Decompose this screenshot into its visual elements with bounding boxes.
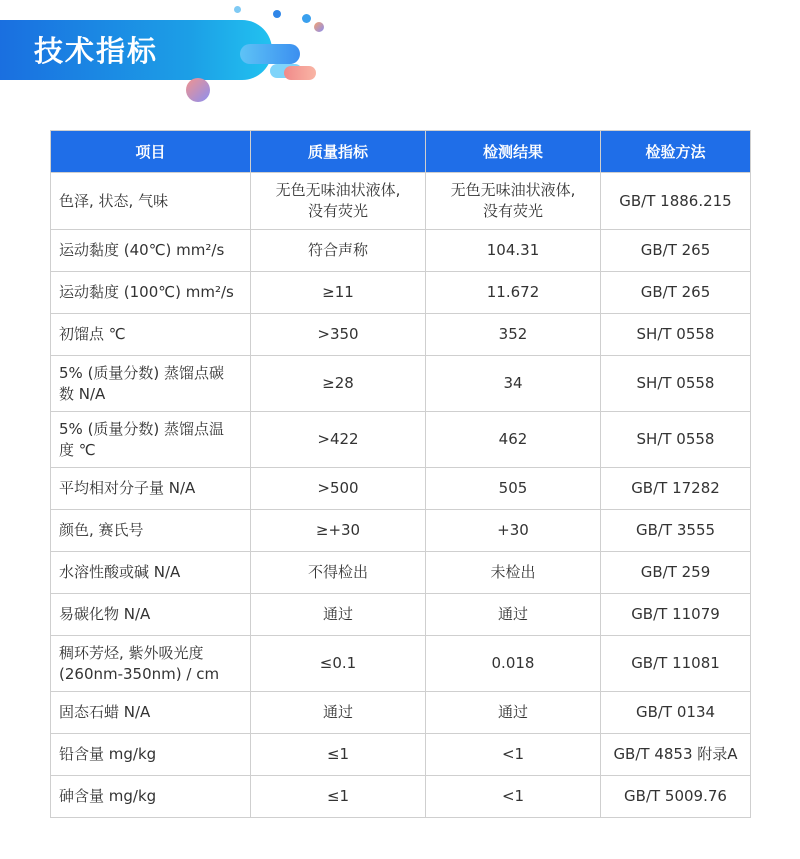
cell-spec: 无色无味油状液体, 没有荧光 (251, 173, 426, 230)
cell-method: GB/T 11079 (601, 594, 751, 636)
cell-result: <1 (426, 734, 601, 776)
cell-result: 未检出 (426, 552, 601, 594)
cell-result: 11.672 (426, 272, 601, 314)
table-row (51, 356, 751, 412)
cell-spec: 不得检出 (251, 552, 426, 594)
section-title: 技术指标 (34, 34, 159, 68)
cell-item: 5% (质量分数) 蒸馏点碳 数 N/A (51, 356, 251, 412)
decor-pill (240, 44, 300, 64)
cell-method: GB/T 1886.215 (601, 173, 751, 230)
cell-method: GB/T 265 (601, 272, 751, 314)
cell-result: 505 (426, 468, 601, 510)
table-row (51, 412, 751, 468)
cell-result: 0.018 (426, 636, 601, 692)
table-row (51, 692, 751, 734)
decor-dot (314, 22, 324, 32)
cell-item: 砷含量 mg/kg (51, 776, 251, 818)
table-row (51, 230, 751, 272)
cell-result: 34 (426, 356, 601, 412)
cell-method: GB/T 0134 (601, 692, 751, 734)
decor-dot (273, 10, 281, 18)
table-row (51, 314, 751, 356)
table-row (51, 776, 751, 818)
cell-result: 通过 (426, 692, 601, 734)
column-header-item: 项目 (51, 131, 251, 173)
cell-method: GB/T 17282 (601, 468, 751, 510)
table-row (51, 552, 751, 594)
cell-result: 无色无味油状液体, 没有荧光 (426, 173, 601, 230)
cell-item: 色泽, 状态, 气味 (51, 173, 251, 230)
cell-item: 易碳化物 N/A (51, 594, 251, 636)
cell-item: 初馏点 ℃ (51, 314, 251, 356)
cell-item: 5% (质量分数) 蒸馏点温 度 ℃ (51, 412, 251, 468)
decor-dot (234, 6, 241, 13)
cell-result: +30 (426, 510, 601, 552)
cell-item: 运动黏度 (40℃) mm²/s (51, 230, 251, 272)
cell-method: GB/T 265 (601, 230, 751, 272)
table-row (51, 734, 751, 776)
cell-method: SH/T 0558 (601, 412, 751, 468)
cell-item: 固态石蜡 N/A (51, 692, 251, 734)
cell-result: 104.31 (426, 230, 601, 272)
cell-method: SH/T 0558 (601, 356, 751, 412)
column-header-spec: 质量指标 (251, 131, 426, 173)
cell-spec: ≥+30 (251, 510, 426, 552)
cell-result: 通过 (426, 594, 601, 636)
cell-spec: 符合声称 (251, 230, 426, 272)
cell-spec: ≤1 (251, 776, 426, 818)
cell-item: 平均相对分子量 N/A (51, 468, 251, 510)
table-body (51, 173, 751, 818)
table-row (51, 510, 751, 552)
table-row (51, 594, 751, 636)
cell-item: 颜色, 赛氏号 (51, 510, 251, 552)
column-header-result: 检测结果 (426, 131, 601, 173)
table-row (51, 636, 751, 692)
decor-dot (302, 14, 311, 23)
cell-spec: ≤0.1 (251, 636, 426, 692)
cell-method: SH/T 0558 (601, 314, 751, 356)
table-header-row (51, 131, 751, 173)
cell-spec: >350 (251, 314, 426, 356)
cell-result: 462 (426, 412, 601, 468)
cell-item: 稠环芳烃, 紫外吸光度 (260nm-350nm) / cm (51, 636, 251, 692)
cell-spec: 通过 (251, 594, 426, 636)
spec-table (50, 130, 751, 818)
cell-spec: ≤1 (251, 734, 426, 776)
cell-result: 352 (426, 314, 601, 356)
cell-item: 铅含量 mg/kg (51, 734, 251, 776)
cell-spec: ≥28 (251, 356, 426, 412)
cell-method: GB/T 5009.76 (601, 776, 751, 818)
cell-item: 运动黏度 (100℃) mm²/s (51, 272, 251, 314)
cell-spec: ≥11 (251, 272, 426, 314)
cell-spec: >500 (251, 468, 426, 510)
cell-method: GB/T 11081 (601, 636, 751, 692)
decor-dot (186, 78, 210, 102)
decor-pill (284, 66, 316, 80)
table-row (51, 272, 751, 314)
cell-spec: >422 (251, 412, 426, 468)
cell-method: GB/T 3555 (601, 510, 751, 552)
column-header-method: 检验方法 (601, 131, 751, 173)
cell-method: GB/T 4853 附录A (601, 734, 751, 776)
cell-spec: 通过 (251, 692, 426, 734)
cell-item: 水溶性酸或碱 N/A (51, 552, 251, 594)
cell-method: GB/T 259 (601, 552, 751, 594)
cell-result: <1 (426, 776, 601, 818)
table-row (51, 468, 751, 510)
table-row (51, 173, 751, 230)
